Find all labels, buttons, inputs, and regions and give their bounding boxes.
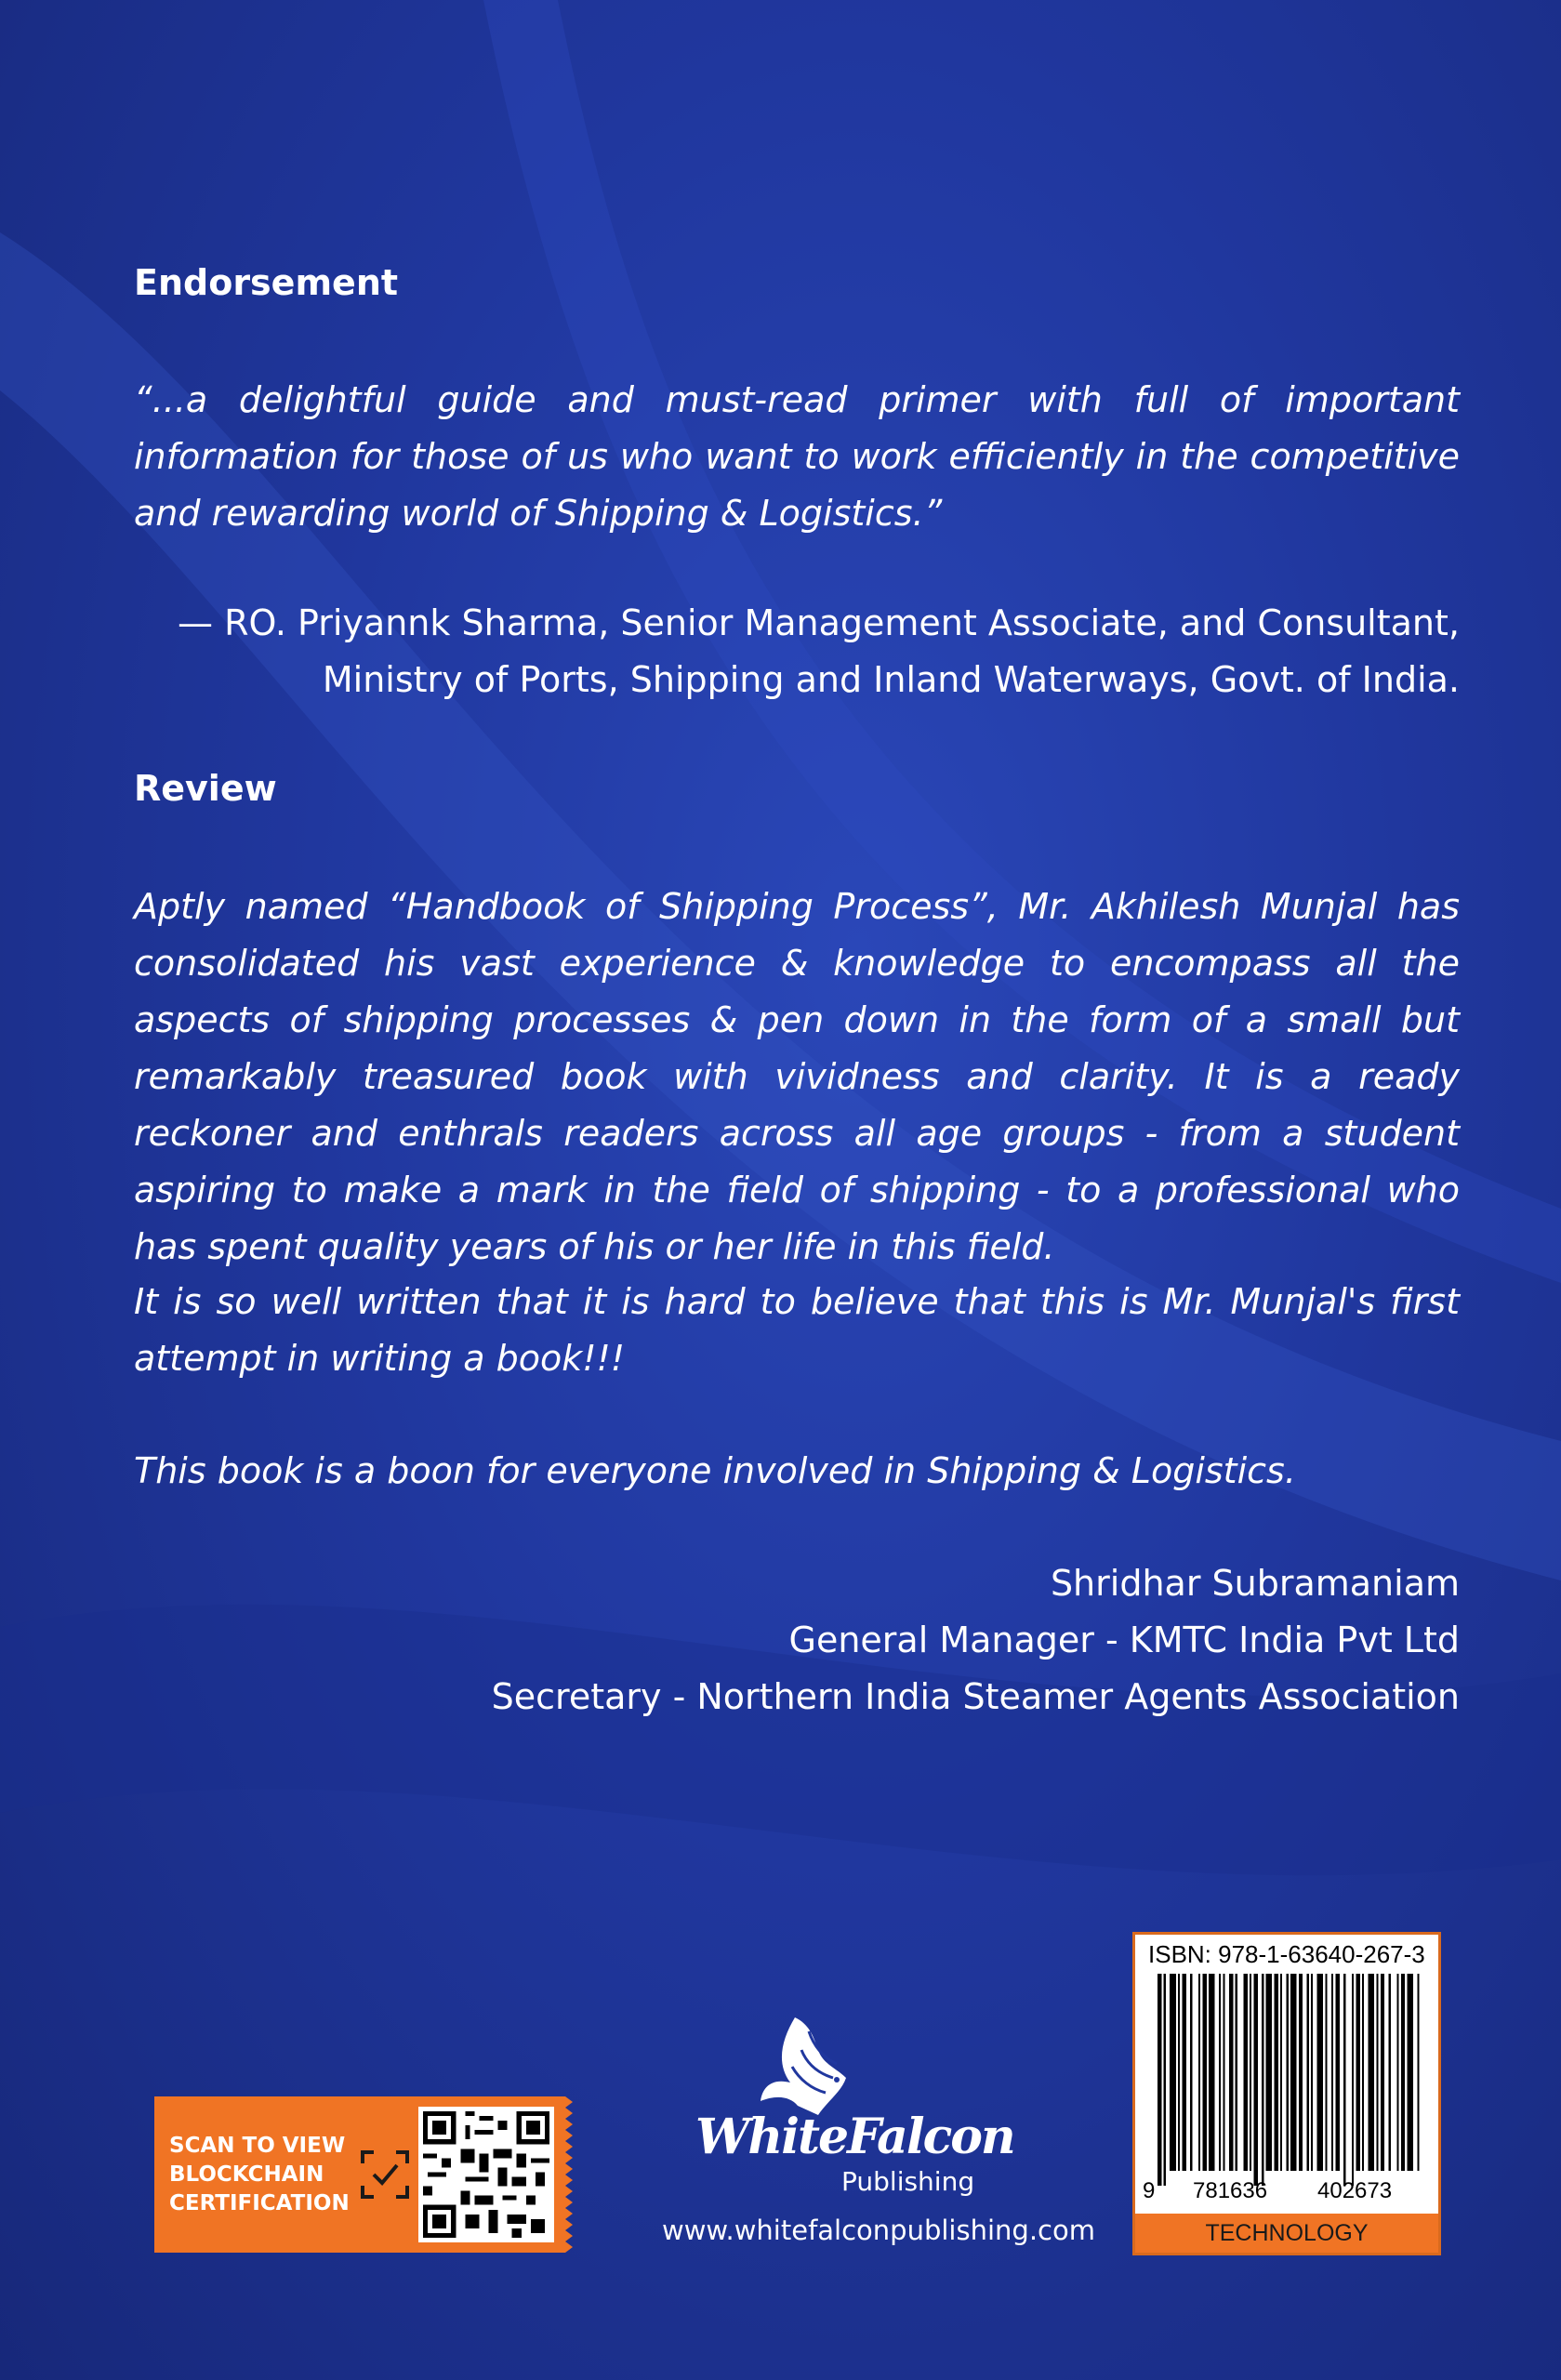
signature-title-1: General Manager - KMTC India Pvt Ltd <box>788 1620 1460 1660</box>
review-paragraph-3: This book is a boon for everyone involved in Shipping & Logistics. <box>134 1450 1296 1491</box>
scan-check-icon <box>359 2149 411 2201</box>
isbn-barcode-box <box>1132 1932 1441 2255</box>
endorsement-quote-block <box>134 372 1460 542</box>
qr-line-3: CERTIFICATION <box>169 2190 350 2215</box>
review-paragraph-2: It is so well written that it is hard to believe that this is Mr. Munjal's first attempt in writing a book!!! <box>134 1281 1460 1379</box>
review-section <box>134 768 1460 809</box>
review-paragraph-1-block <box>134 879 1460 1276</box>
publisher-logo-name: WhiteFalcon <box>695 2109 1014 2165</box>
review-signature <box>134 1555 1460 1726</box>
endorsement-quote: “...a delightful guide and must-read primer with full of important information for those of us who want to work efficiently in the competitive and rewarding world of Shipping & Logistics.” <box>134 379 1460 534</box>
barcode-icon <box>1152 1974 1423 2186</box>
qr-badge-text <box>169 2132 355 2218</box>
endorsement-attribution <box>134 595 1460 708</box>
isbn-label: ISBN: 978-1-63640-267-3 <box>1148 1940 1425 1968</box>
qr-line-1: SCAN TO VIEW <box>169 2133 346 2158</box>
attribution-line-1: — RO. Priyannk Sharma, Senior Management Associate, and Consultant, <box>177 602 1460 643</box>
barcode-digits-right: 402673 <box>1317 2178 1393 2203</box>
signature-name: Shridhar Subramaniam <box>1050 1563 1460 1604</box>
signature-title-2: Secretary - Northern India Steamer Agents Association <box>491 1676 1460 1717</box>
review-paragraph-1: Aptly named “Handbook of Shipping Process”, Mr. Akhilesh Munjal has consolidated his vast experience & knowledge to encompass all the aspects of shipping processes & pen down in the form of a small but remarkably treasured book with vividness and clarity. It is a ready reckoner and enthrals readers across all age groups - from a student aspiring to make a mark in the field of shipping - to a professional who has spent quality years of his or her life in this field. <box>134 886 1460 1267</box>
badge-torn-edge <box>565 2096 573 2253</box>
qr-line-2: BLOCKCHAIN <box>169 2162 324 2187</box>
endorsement-section <box>134 262 1460 303</box>
publisher-website[interactable]: www.whitefalconpublishing.com <box>662 2215 1095 2246</box>
barcode-digit-lead: 9 <box>1143 2178 1156 2203</box>
category-label: TECHNOLOGY <box>1135 2214 1438 2253</box>
attribution-line-2: Ministry of Ports, Shipping and Inland Waterways, Govt. of India. <box>322 659 1460 700</box>
review-heading: Review <box>134 768 277 809</box>
endorsement-heading: Endorsement <box>134 262 399 303</box>
qr-code-icon[interactable] <box>418 2107 554 2242</box>
review-paragraph-3-block <box>134 1443 1460 1500</box>
barcode-digits-left: 781636 <box>1193 2178 1268 2203</box>
review-paragraph-2-block <box>134 1274 1460 1387</box>
blockchain-qr-badge[interactable] <box>154 2096 565 2253</box>
publisher-logo-sub: Publishing <box>841 2166 975 2197</box>
